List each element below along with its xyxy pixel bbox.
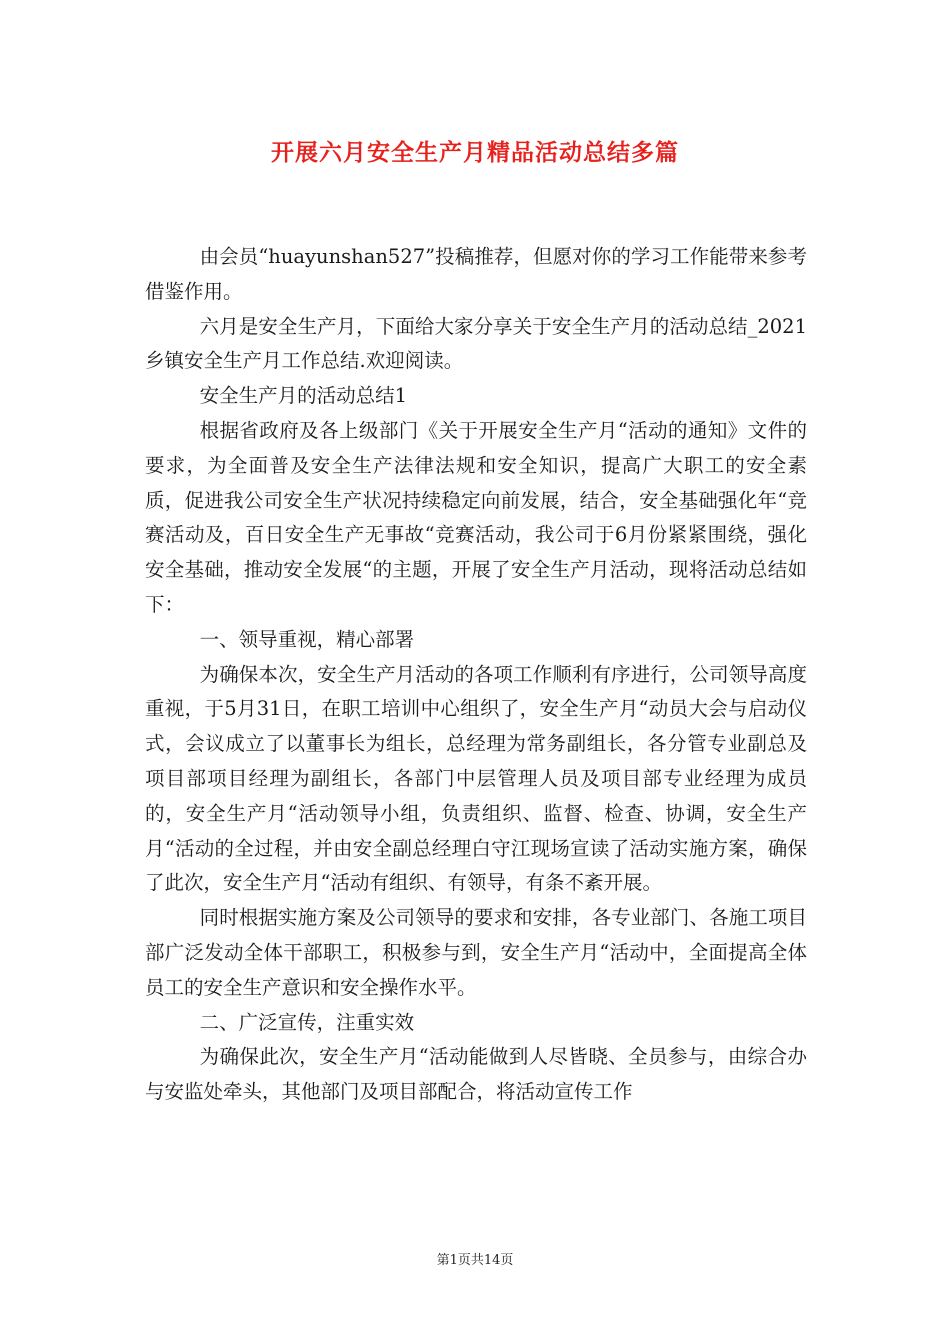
section-title-1: 安全生产月的活动总结1 [199, 384, 408, 408]
paragraph-publicity: 为确保此次，安全生产月“活动能做到人尽皆晓、全员参与，由综合办与安监处牵头，其他部门及项目部配合，将活动宣传工作 [145, 1045, 807, 1104]
paragraph-leadership: 为确保本次，安全生产月活动的各项工作顺利有序进行，公司领导高度重视，于5月31日，在职工培训中心组织了，安全生产月“动员大会与启动仪式，会议成立了以董事长为组长，总经理为常务副组长，各分管专业副总及项目部项目经理为副组长，各部门中层管理人员及项目部专业经理为成员的，安全生产月“活动领导小组，负责组织、监督、检查、协调，安全生产月“活动的全过程，并由安全副总经理白守江现场宣读了活动实施方案，确保了此次，安全生产月“活动有组织、有领导，有条不紊开展。 [145, 662, 807, 895]
paragraph-background: 根据省政府及各上级部门《关于开展安全生产月“活动的通知》文件的要求，为全面普及安全生产法律法规和安全知识，提高广大职工的安全素质，促进我公司安全生产状况持续稳定向前发展，结合，安全基础强化年“竞赛活动及，百日安全生产无事故“竞赛活动，我公司于6月份紧紧围绕，强化安全基础，推动安全发展“的主题，开展了安全生产月活动，现将活动总结如下： [145, 418, 807, 616]
paragraph-summary: 六月是安全生产月，下面给大家分享关于安全生产月的活动总结_2021乡镇安全生产月工作总结.欢迎阅读。 [145, 314, 807, 373]
page-number: 第1页共14页 [436, 1253, 514, 1268]
document-body [145, 240, 807, 1110]
document-title: 开展六月安全生产月精品活动总结多篇 [271, 140, 679, 166]
heading-publicity: 二、广泛宣传，注重实效 [199, 1010, 415, 1034]
heading-leadership: 一、领导重视，精心部署 [199, 627, 415, 651]
paragraph-participation: 同时根据实施方案及公司领导的要求和安排，各专业部门、各施工项目部广泛发动全体干部职工，积极参与到，安全生产月“活动中，全面提高全体员工的安全生产意识和安全操作水平。 [145, 906, 807, 999]
paragraph-intro: 由会员“huayunshan527”投稿推荐，但愿对你的学习工作能带来参考借鉴作用。 [145, 245, 807, 303]
